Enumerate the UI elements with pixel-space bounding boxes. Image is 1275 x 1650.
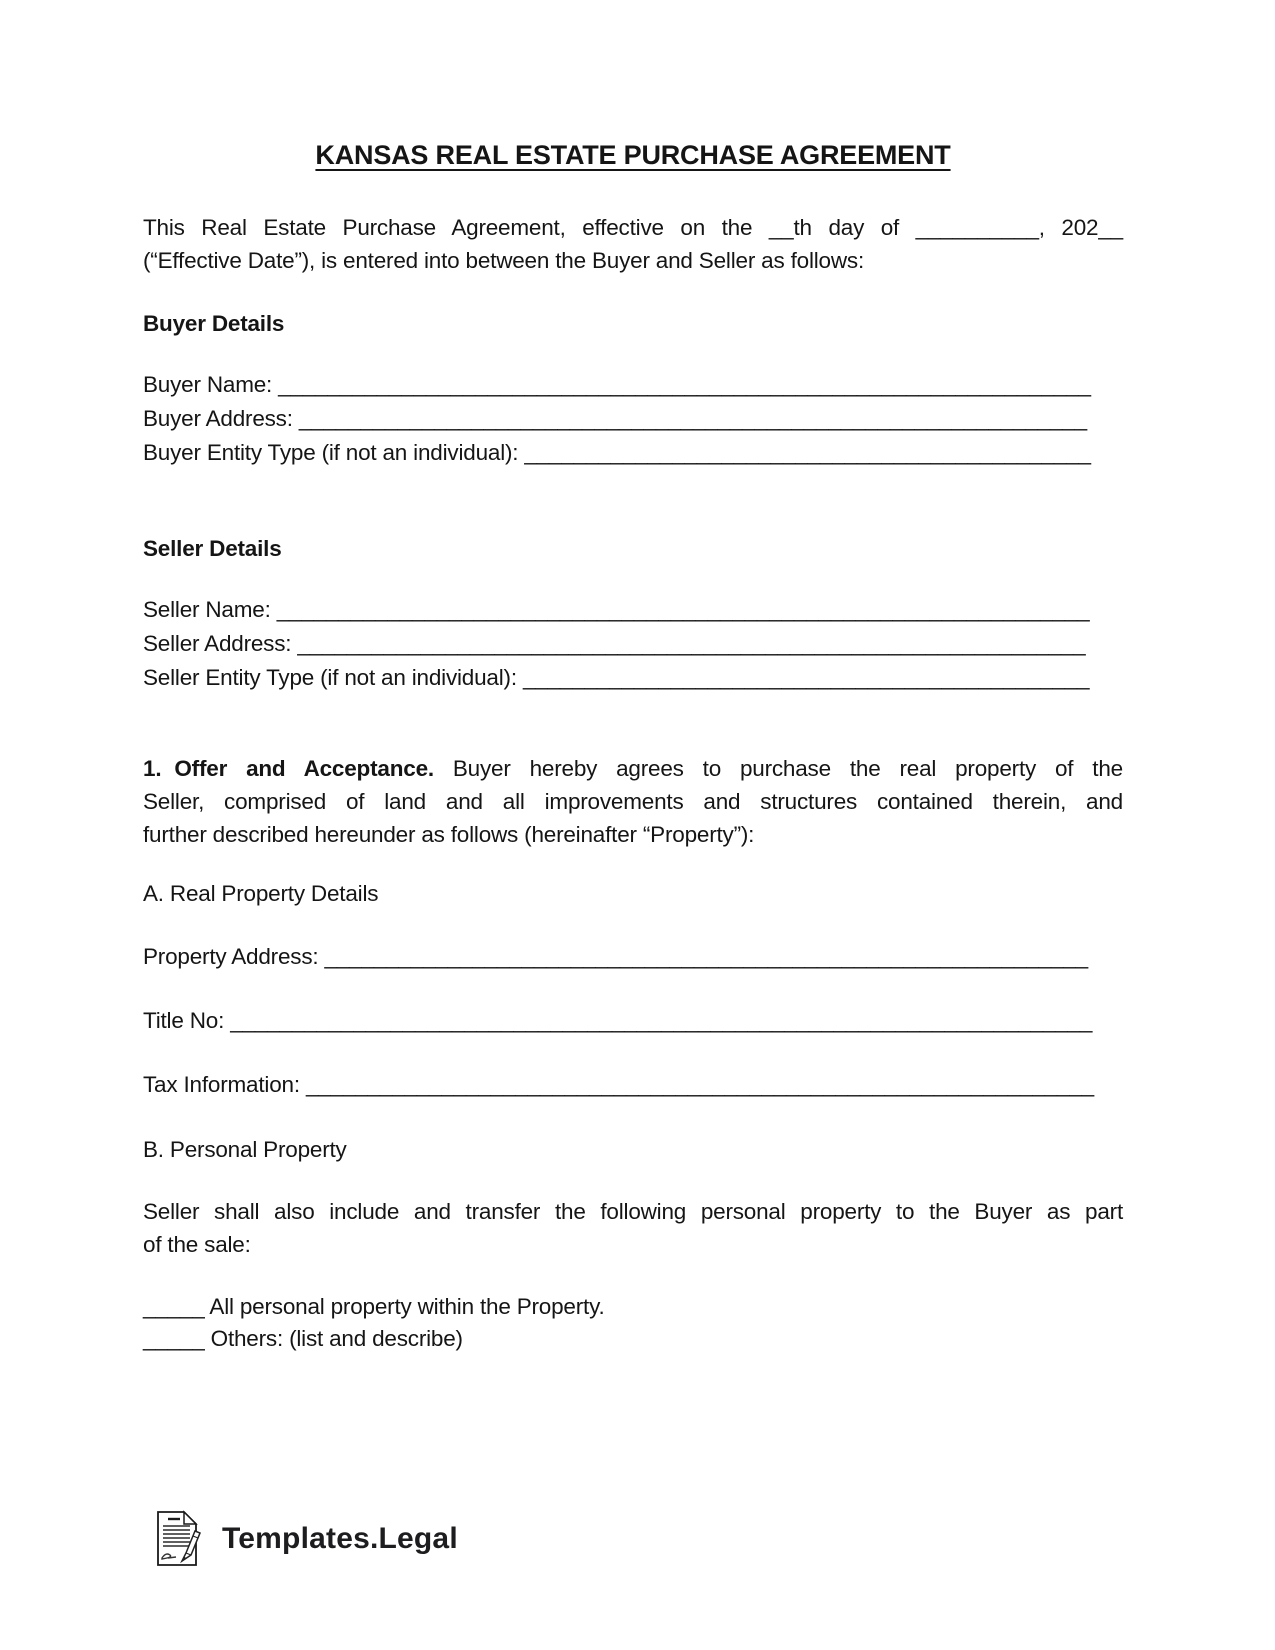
subsection-a-label: A. Real Property Details — [143, 881, 379, 906]
document-title: KANSAS REAL ESTATE PURCHASE AGREEMENT — [315, 140, 951, 170]
tax-information-blank[interactable]: ________________________________________________________________ — [305, 1072, 1094, 1097]
buyer-name-blank[interactable]: __________________________________________________________________ — [278, 372, 1091, 397]
seller-entity-type-blank[interactable]: ______________________________________________ — [522, 665, 1090, 690]
buyer-entity-type-label: Buyer Entity Type (if not an individual): — [143, 440, 519, 465]
seller-name-label: Seller Name: — [143, 597, 271, 622]
buyer-fields — [143, 368, 1123, 470]
option-others — [143, 1323, 1123, 1355]
section-1-line-1 — [143, 752, 1123, 785]
tax-information-label: Tax Information: — [143, 1072, 300, 1097]
subsection-b-label: B. Personal Property — [143, 1137, 347, 1162]
section-1-heading: Offer and Acceptance. — [174, 756, 434, 781]
intro-paragraph — [143, 211, 1123, 277]
personal-property-options — [143, 1291, 1123, 1355]
buyer-entity-type-blank[interactable]: ______________________________________________ — [524, 440, 1091, 465]
seller-entity-type-row — [143, 661, 1123, 695]
seller-entity-type-label: Seller Entity Type (if not an individual): — [143, 665, 517, 690]
option-others-text: Others: (list and describe) — [210, 1326, 463, 1351]
section-1-body-line-1: Buyer hereby agrees to purchase the real property of the — [452, 756, 1123, 781]
title-no-label: Title No: — [143, 1008, 225, 1033]
brand-name: Templates.Legal — [222, 1522, 458, 1555]
seller-name-row — [143, 593, 1123, 627]
personal-property-line-2: of the sale: — [143, 1232, 251, 1257]
intro-line-2: (“Effective Date”), is entered into between the Buyer and Seller as follows: — [143, 248, 865, 273]
section-1-body-line-2: Seller, comprised of land and all improvements and structures contained therein, and — [143, 789, 1123, 814]
buyer-name-row — [143, 368, 1123, 402]
title-no-blank[interactable]: ______________________________________________________________________ — [230, 1008, 1093, 1033]
buyer-address-blank[interactable]: ________________________________________________________________ — [298, 406, 1087, 431]
intro-line-1: This Real Estate Purchase Agreement, effective on the __th day of __________, 202__ — [143, 215, 1123, 240]
property-address-blank[interactable]: ______________________________________________________________ — [324, 944, 1088, 969]
personal-property-paragraph — [143, 1195, 1123, 1261]
section-1-number: 1. — [143, 756, 162, 781]
option-others-blank[interactable]: _____ — [143, 1326, 205, 1351]
personal-property-line-1: Seller shall also include and transfer the following personal property to the Buyer as part — [143, 1199, 1123, 1224]
property-address-row — [143, 940, 1123, 974]
section-1-offer-acceptance — [143, 752, 1123, 851]
real-property-fields — [143, 940, 1123, 1102]
seller-name-blank[interactable]: __________________________________________________________________ — [276, 597, 1090, 622]
option-all-blank[interactable]: _____ — [143, 1294, 205, 1319]
buyer-entity-type-row — [143, 436, 1123, 470]
buyer-address-label: Buyer Address: — [143, 406, 293, 431]
seller-address-row — [143, 627, 1123, 661]
seller-fields — [143, 593, 1123, 695]
tax-information-row — [143, 1068, 1123, 1102]
buyer-details-heading: Buyer Details — [143, 311, 285, 336]
section-1-body-line-3: further described hereunder as follows (hereinafter “Property”): — [143, 822, 755, 847]
buyer-name-label: Buyer Name: — [143, 372, 273, 397]
seller-details-heading: Seller Details — [143, 536, 282, 561]
seller-address-blank[interactable]: ________________________________________________________________ — [297, 631, 1086, 656]
buyer-address-row — [143, 402, 1123, 436]
footer-brand — [154, 1510, 458, 1568]
title-no-row — [143, 1004, 1123, 1038]
seller-address-label: Seller Address: — [143, 631, 292, 656]
option-all-text: All personal property within the Property. — [209, 1294, 605, 1319]
document-pen-icon — [154, 1510, 202, 1568]
property-address-label: Property Address: — [143, 944, 319, 969]
option-all-personal-property — [143, 1291, 1123, 1323]
